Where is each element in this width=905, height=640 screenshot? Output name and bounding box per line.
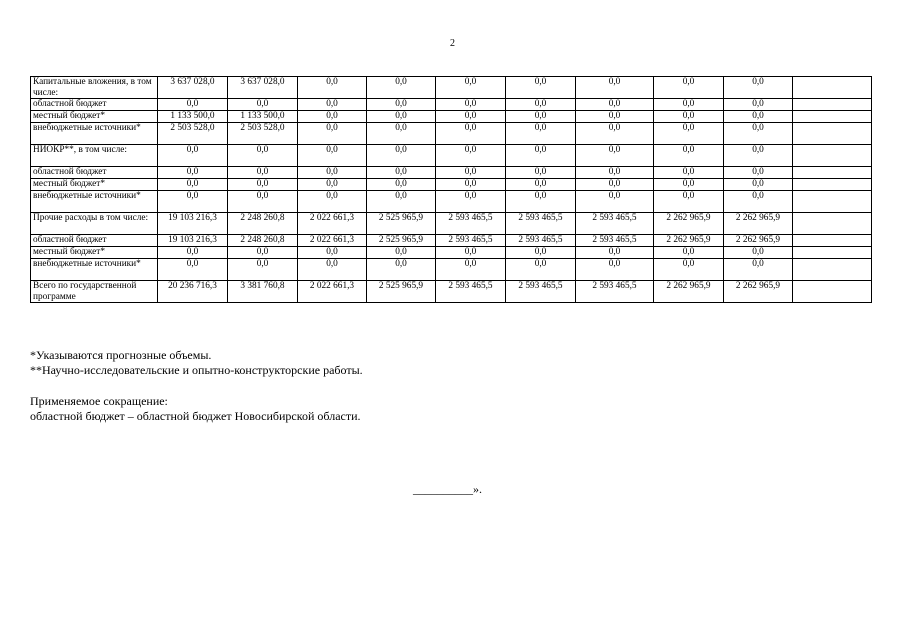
table-cell: 0,0 (724, 145, 793, 167)
row-label: местный бюджет* (31, 111, 158, 123)
table-cell: 0,0 (576, 191, 654, 213)
table-cell: 0,0 (576, 123, 654, 145)
table-cell: 0,0 (506, 145, 576, 167)
table-cell: 0,0 (724, 167, 793, 179)
table-cell (793, 145, 872, 167)
table-cell: 0,0 (436, 99, 506, 111)
table-cell: 0,0 (506, 179, 576, 191)
table-cell: 0,0 (367, 179, 436, 191)
table-cell: 0,0 (506, 99, 576, 111)
table-cell: 2 262 965,9 (724, 213, 793, 235)
table-cell: 0,0 (436, 167, 506, 179)
table-cell: 0,0 (576, 167, 654, 179)
table-cell: 0,0 (158, 167, 228, 179)
table-cell: 0,0 (367, 77, 436, 99)
table-cell: 0,0 (654, 179, 724, 191)
table-cell: 0,0 (298, 145, 367, 167)
table-cell: 0,0 (436, 123, 506, 145)
row-label: областной бюджет (31, 235, 158, 247)
table-cell: 2 593 465,5 (506, 213, 576, 235)
table-cell: 0,0 (436, 247, 506, 259)
table-cell: 0,0 (576, 259, 654, 281)
table-cell: 2 525 965,9 (367, 235, 436, 247)
abbreviation-text: областной бюджет – областной бюджет Новосибирской области. (30, 409, 361, 423)
table-row (31, 167, 872, 179)
table-cell: 0,0 (724, 99, 793, 111)
table-cell: 0,0 (298, 247, 367, 259)
table-row (31, 111, 872, 123)
table-cell (793, 259, 872, 281)
table-cell: 0,0 (506, 247, 576, 259)
table-cell: 2 262 965,9 (654, 213, 724, 235)
table-row (31, 145, 872, 167)
table-cell (793, 123, 872, 145)
table-cell: 0,0 (654, 247, 724, 259)
row-label: внебюджетные источники* (31, 191, 158, 213)
table-cell: 0,0 (436, 191, 506, 213)
table-cell: 2 262 965,9 (654, 281, 724, 303)
table-cell: 0,0 (506, 259, 576, 281)
table-cell: 0,0 (228, 99, 298, 111)
table-cell: 0,0 (654, 259, 724, 281)
table-row (31, 179, 872, 191)
table-cell: 2 248 260,8 (228, 213, 298, 235)
table-row (31, 259, 872, 281)
table-cell: 0,0 (576, 179, 654, 191)
table-cell: 19 103 216,3 (158, 213, 228, 235)
table-cell: 0,0 (228, 247, 298, 259)
table-cell: 0,0 (506, 167, 576, 179)
table-cell (793, 99, 872, 111)
table-cell: 0,0 (228, 145, 298, 167)
table-cell: 2 262 965,9 (724, 235, 793, 247)
table-cell: 3 637 028,0 (228, 77, 298, 99)
table-cell: 2 593 465,5 (576, 281, 654, 303)
table-cell: 0,0 (724, 259, 793, 281)
row-label: Всего по государственной программе (31, 281, 158, 303)
table-row (31, 77, 872, 99)
table-cell: 2 022 661,3 (298, 281, 367, 303)
row-label: областной бюджет (31, 99, 158, 111)
row-label: внебюджетные источники* (31, 123, 158, 145)
table-cell: 0,0 (367, 123, 436, 145)
table-cell (793, 167, 872, 179)
table-cell: 0,0 (298, 99, 367, 111)
table-cell: 0,0 (724, 111, 793, 123)
table-cell: 0,0 (367, 259, 436, 281)
table-cell: 0,0 (158, 259, 228, 281)
table-cell: 1 133 500,0 (158, 111, 228, 123)
table-cell: 0,0 (436, 77, 506, 99)
table-cell (793, 247, 872, 259)
table-cell: 0,0 (228, 259, 298, 281)
table-cell: 0,0 (506, 77, 576, 99)
table-row (31, 123, 872, 145)
table-cell: 20 236 716,3 (158, 281, 228, 303)
table-cell: 0,0 (158, 191, 228, 213)
table-row (31, 99, 872, 111)
table-cell: 2 593 465,5 (436, 235, 506, 247)
footnotes (30, 348, 363, 424)
table-row (31, 191, 872, 213)
table-cell: 0,0 (436, 259, 506, 281)
table-cell: 0,0 (724, 179, 793, 191)
table-row (31, 281, 872, 303)
table-cell: 2 022 661,3 (298, 213, 367, 235)
table-cell: 2 593 465,5 (506, 235, 576, 247)
table-cell: 0,0 (576, 77, 654, 99)
table-cell: 0,0 (298, 111, 367, 123)
table-cell: 0,0 (654, 123, 724, 145)
table-cell: 0,0 (367, 167, 436, 179)
table-cell: 0,0 (228, 167, 298, 179)
table-cell: 0,0 (298, 191, 367, 213)
table-cell: 0,0 (724, 77, 793, 99)
table-cell: 0,0 (367, 191, 436, 213)
table-cell: 2 593 465,5 (576, 235, 654, 247)
table-cell: 0,0 (654, 99, 724, 111)
table-cell: 0,0 (436, 111, 506, 123)
table-cell: 0,0 (654, 167, 724, 179)
table-cell: 0,0 (654, 145, 724, 167)
table-cell: 2 262 965,9 (654, 235, 724, 247)
table-cell: 0,0 (654, 191, 724, 213)
table-row (31, 247, 872, 259)
row-label: местный бюджет* (31, 247, 158, 259)
table-cell: 0,0 (654, 111, 724, 123)
budget-table-body (31, 77, 872, 303)
table-cell: 0,0 (158, 99, 228, 111)
table-cell: 0,0 (576, 111, 654, 123)
table-cell: 0,0 (298, 259, 367, 281)
table-cell: 0,0 (724, 123, 793, 145)
footnote-forecast: *Указываются прогнозные объемы. (30, 348, 212, 362)
table-cell: 0,0 (367, 145, 436, 167)
abbreviation-title: Применяемое сокращение: (30, 394, 168, 408)
table-cell: 0,0 (436, 179, 506, 191)
table-cell: 0,0 (436, 145, 506, 167)
table-cell (793, 179, 872, 191)
table-cell: 0,0 (724, 247, 793, 259)
table-cell: 2 593 465,5 (506, 281, 576, 303)
table-cell (793, 213, 872, 235)
table-row (31, 235, 872, 247)
table-cell: 0,0 (576, 145, 654, 167)
table-cell: 2 525 965,9 (367, 281, 436, 303)
table-cell: 2 262 965,9 (724, 281, 793, 303)
row-label: внебюджетные источники* (31, 259, 158, 281)
table-cell: 0,0 (228, 191, 298, 213)
table-cell: 0,0 (298, 123, 367, 145)
table-cell: 0,0 (228, 179, 298, 191)
row-label: областной бюджет (31, 167, 158, 179)
row-label: Капитальные вложения, в том числе: (31, 77, 158, 99)
table-cell (793, 77, 872, 99)
table-cell: 2 525 965,9 (367, 213, 436, 235)
footnote-niokr: **Научно-исследовательские и опытно-конструкторские работы. (30, 363, 363, 377)
row-label: НИОКР**, в том числе: (31, 145, 158, 167)
page-number: 2 (450, 38, 455, 49)
table-cell: 3 637 028,0 (158, 77, 228, 99)
table-cell: 0,0 (506, 123, 576, 145)
table-cell: 2 593 465,5 (436, 281, 506, 303)
table-cell: 0,0 (367, 99, 436, 111)
table-cell: 19 103 216,3 (158, 235, 228, 247)
table-cell: 0,0 (367, 247, 436, 259)
table-cell: 0,0 (724, 191, 793, 213)
table-cell: 0,0 (576, 247, 654, 259)
table-cell: 2 503 528,0 (228, 123, 298, 145)
table-cell: 0,0 (158, 145, 228, 167)
table-cell (793, 111, 872, 123)
table-cell: 0,0 (158, 179, 228, 191)
table-cell: 0,0 (158, 247, 228, 259)
table-cell: 0,0 (298, 77, 367, 99)
table-cell: 0,0 (506, 191, 576, 213)
table-cell: 0,0 (298, 179, 367, 191)
table-cell: 0,0 (367, 111, 436, 123)
table-row (31, 213, 872, 235)
budget-table (30, 76, 872, 303)
table-cell: 0,0 (576, 99, 654, 111)
table-cell: 0,0 (654, 77, 724, 99)
table-cell: 0,0 (506, 111, 576, 123)
table-cell: 2 022 661,3 (298, 235, 367, 247)
table-cell (793, 191, 872, 213)
table-cell: 2 593 465,5 (436, 213, 506, 235)
row-label: Прочие расходы в том числе: (31, 213, 158, 235)
table-cell: 0,0 (298, 167, 367, 179)
table-cell: 2 248 260,8 (228, 235, 298, 247)
closing-line: __________». (413, 482, 482, 496)
table-cell: 2 593 465,5 (576, 213, 654, 235)
table-cell: 2 503 528,0 (158, 123, 228, 145)
table-cell: 1 133 500,0 (228, 111, 298, 123)
table-cell: 3 381 760,8 (228, 281, 298, 303)
table-cell (793, 235, 872, 247)
row-label: местный бюджет* (31, 179, 158, 191)
table-cell (793, 281, 872, 303)
